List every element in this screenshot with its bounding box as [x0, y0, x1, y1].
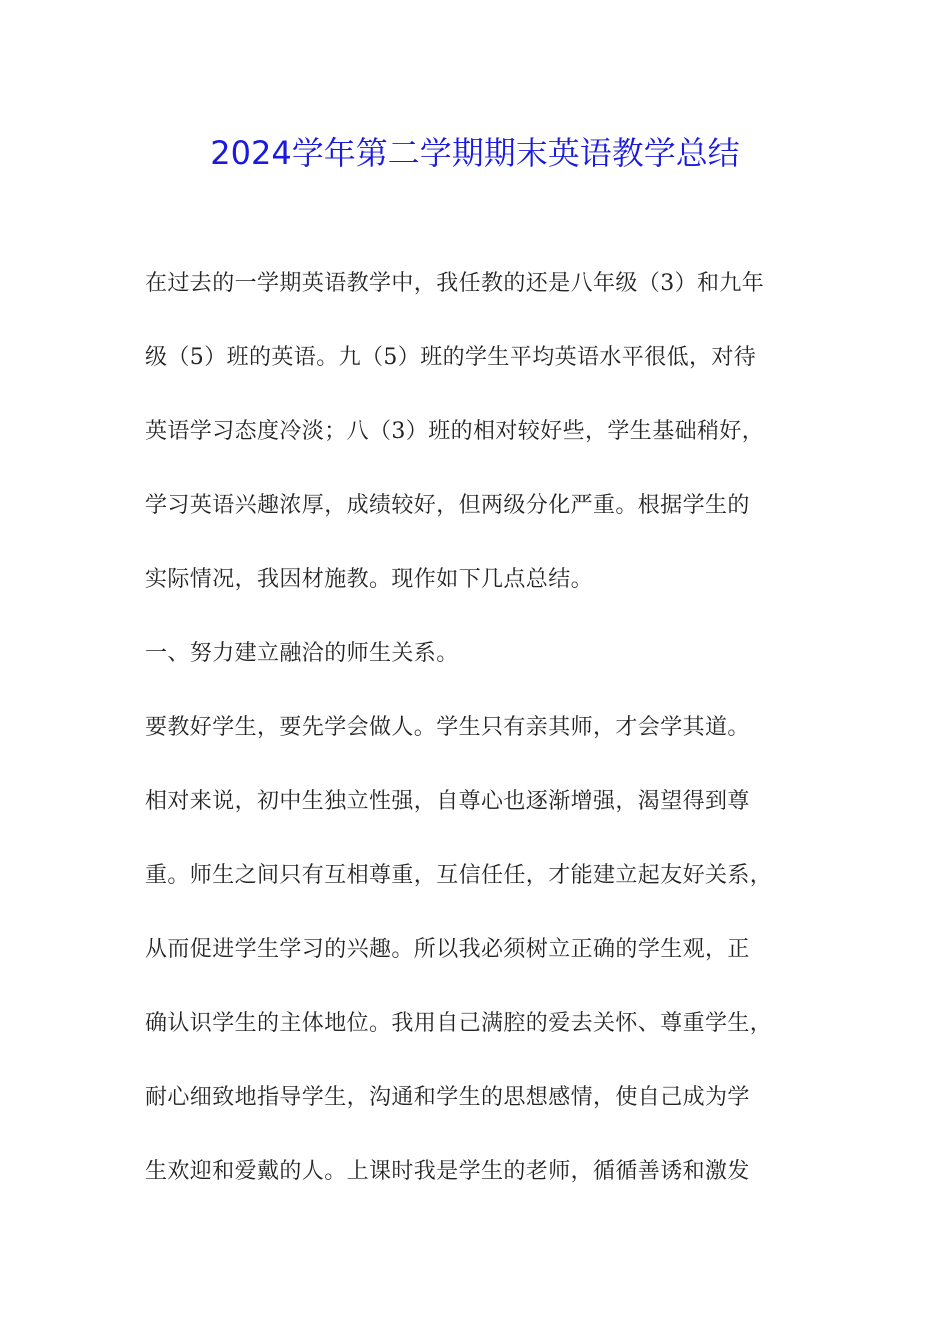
body-line-1: 在过去的一学期英语教学中，我任教的还是八年级（3）和九年: [145, 271, 765, 296]
document-title: 2024学年第二学期期末英语教学总结: [210, 134, 740, 172]
body-line-8: 相对来说，初中生独立性强，自尊心也逐渐增强，渴望得到尊: [145, 789, 750, 814]
body-line-12: 耐心细致地指导学生，沟通和学生的思想感情，使自己成为学: [145, 1085, 750, 1110]
body-line-4: 学习英语兴趣浓厚，成绩较好，但两级分化严重。根据学生的: [145, 493, 750, 518]
body-line-13: 生欢迎和爱戴的人。上课时我是学生的老师，循循善诱和激发: [145, 1159, 750, 1184]
body-line-11: 确认识学生的主体地位。我用自己满腔的爱去关怀、尊重学生，: [145, 1011, 773, 1036]
body-line-2: 级（5）班的英语。九（5）班的学生平均英语水平很低，对待: [145, 345, 757, 370]
body-line-5: 实际情况，我因材施教。现作如下几点总结。: [145, 567, 594, 592]
body-line-3: 英语学习态度冷淡；八（3）班的相对较好些，学生基础稍好，: [145, 419, 765, 444]
body-line-10: 从而促进学生学习的兴趣。所以我必须树立正确的学生观，正: [145, 937, 750, 962]
body-line-7: 要教好学生，要先学会做人。学生只有亲其师，才会学其道。: [145, 715, 750, 740]
section-heading-1: 一、努力建立融洽的师生关系。: [145, 641, 459, 666]
body-line-9: 重。师生之间只有互相尊重，互信任任，才能建立起友好关系，: [145, 863, 773, 888]
